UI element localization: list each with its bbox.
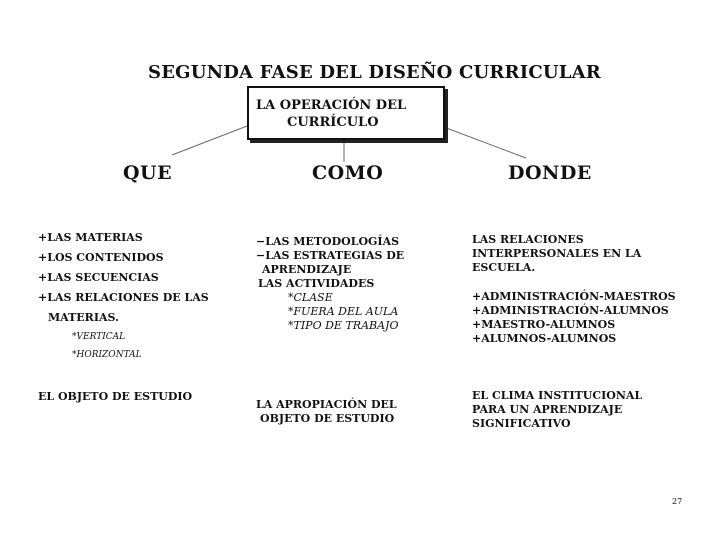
que-item: +LAS RELACIONES DE LAS	[38, 291, 209, 304]
page-number: 27	[672, 497, 683, 506]
donde-item: LAS RELACIONES	[472, 233, 584, 246]
center-box	[247, 86, 445, 140]
que-item: +LAS MATERIAS	[38, 231, 143, 244]
donde-relation: +ADMINISTRACIÓN-MAESTROS	[472, 290, 676, 303]
donde-relation: +ADMINISTRACIÓN-ALUMNOS	[472, 304, 669, 317]
center-box-line2: CURRÍCULO	[287, 115, 379, 130]
donde-conclusion-line3: SIGNIFICATIVO	[472, 417, 571, 430]
como-item: −LAS ESTRATEGIAS DE	[256, 249, 405, 262]
que-item: +LAS SECUENCIAS	[38, 271, 159, 284]
que-item: MATERIAS.	[48, 311, 119, 324]
connector-left	[172, 126, 247, 155]
como-conclusion-line1: LA APROPIACIÓN DEL	[256, 398, 397, 411]
donde-relation: +ALUMNOS-ALUMNOS	[472, 332, 617, 345]
como-item: −LAS METODOLOGÍAS	[256, 235, 400, 248]
donde-relation: +MAESTRO-ALUMNOS	[472, 318, 616, 331]
page-title: SEGUNDA FASE DEL DISEÑO CURRICULAR	[148, 62, 601, 83]
donde-conclusion-line1: EL CLIMA INSTITUCIONAL	[472, 389, 643, 402]
center-box-line1: LA OPERACIÓN DEL	[256, 98, 407, 113]
como-item: APRENDIZAJE	[262, 263, 352, 276]
donde-conclusion-line2: PARA UN APRENDIZAJE	[472, 403, 623, 416]
como-item: LAS ACTIVIDADES	[258, 277, 375, 290]
que-item: +LOS CONTENIDOS	[38, 251, 164, 264]
como-sub-item: *CLASE	[288, 291, 333, 304]
connector-right	[441, 126, 526, 158]
como-conclusion-line2: OBJETO DE ESTUDIO	[260, 412, 395, 425]
heading-que: QUE	[123, 162, 173, 184]
que-conclusion: EL OBJETO DE ESTUDIO	[38, 390, 193, 403]
heading-donde: DONDE	[508, 162, 592, 184]
como-sub-item: *FUERA DEL AULA	[288, 305, 399, 318]
como-sub-item: *TIPO DE TRABAJO	[288, 319, 399, 332]
que-sub-item: *HORIZONTAL	[72, 350, 142, 360]
que-sub-item: *VERTICAL	[72, 332, 126, 342]
donde-item: ESCUELA.	[472, 261, 536, 274]
donde-item: INTERPERSONALES EN LA	[472, 247, 642, 260]
heading-como: COMO	[312, 162, 384, 184]
